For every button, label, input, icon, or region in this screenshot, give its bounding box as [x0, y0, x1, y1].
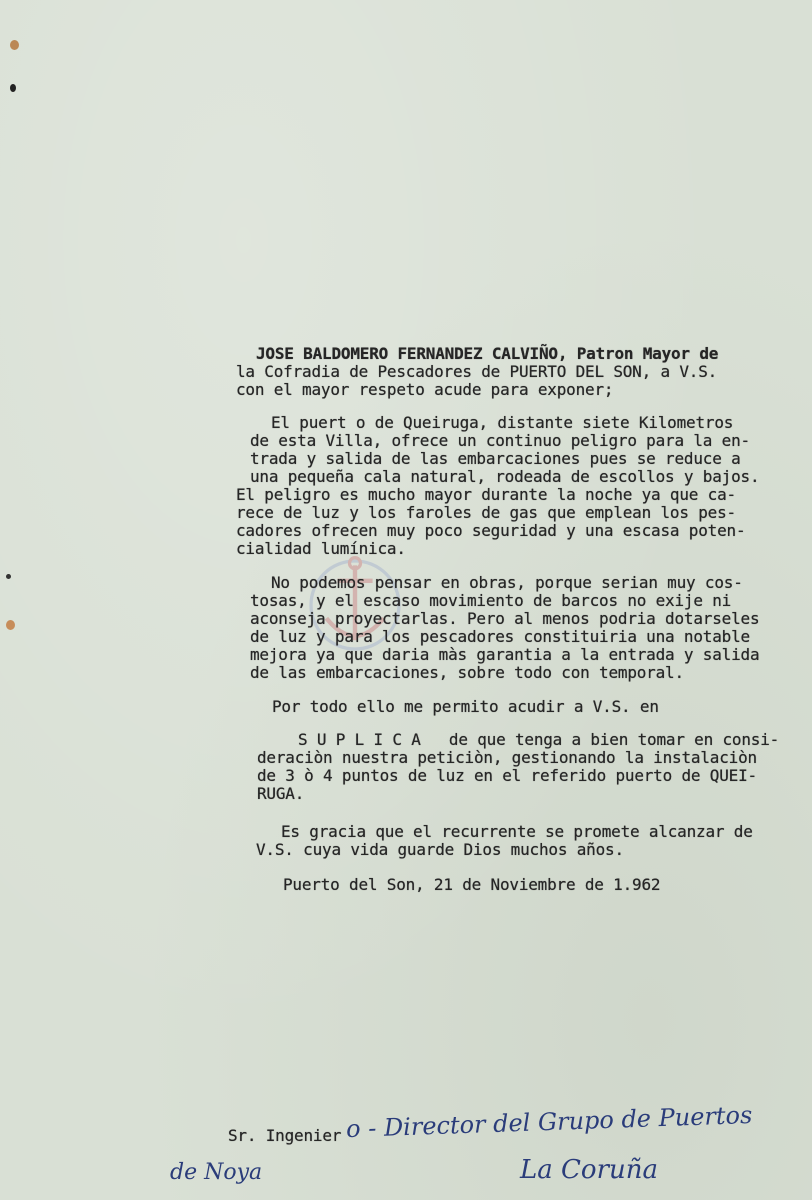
intro-line: JOSE BALDOMERO FERNANDEZ CALVIÑO, Patron Mayor de: [256, 344, 719, 363]
addressee-typed: Sr. Ingenier: [228, 1126, 342, 1145]
paragraph-line: deraciòn nuestra peticiòn, gestionando la instalaciòn: [257, 748, 757, 767]
paragraph-line: Por todo ello me permito acudir a V.S. en: [272, 697, 659, 716]
intro-line: con el mayor respeto acude para exponer;: [236, 380, 614, 399]
paragraph-line: No podemos pensar en obras, porque serian muy cos-: [271, 573, 743, 592]
ink-spot: [10, 84, 16, 92]
paragraph-line: de las embarcaciones, sobre todo con temporal.: [250, 663, 684, 682]
addressee-handwritten-city: La Coruña: [520, 1155, 658, 1185]
paragraph-line: mejora ya que daria màs garantia a la entrada y salida: [250, 645, 760, 664]
addressee-handwritten-place: de Noya: [170, 1160, 263, 1185]
paragraph-line: cialidad lumínica.: [236, 539, 406, 558]
paragraph-line: de luz y para los pescadores constituiria una notable: [250, 627, 750, 646]
paragraph-line: tosas, y el escaso movimiento de barcos no exije ni: [250, 591, 732, 610]
paragraph-line: Es gracia que el recurrente se promete alcanzar de: [281, 822, 753, 841]
paragraph-line: cadores ofrecen muy poco seguridad y una escasa poten-: [236, 521, 746, 540]
paragraph-line: una pequeña cala natural, rodeada de escollos y bajos.: [250, 467, 760, 486]
paragraph-line: rece de luz y los faroles de gas que emplean los pes-: [236, 503, 736, 522]
paragraph-line: RUGA.: [257, 784, 305, 803]
ink-spot: [6, 574, 11, 579]
paragraph-line: El puert o de Queiruga, distante siete Kilometros: [271, 413, 734, 432]
intro-line: la Cofradia de Pescadores de PUERTO DEL SON, a V.S.: [236, 362, 718, 381]
suplica-line: S U P L I C A de que tenga a bien tomar en consi-: [298, 730, 780, 749]
rust-stain: [10, 40, 19, 50]
paragraph-line: V.S. cuya vida guarde Dios muchos años.: [256, 840, 624, 859]
paragraph-line: El peligro es mucho mayor durante la noche ya que ca-: [236, 485, 736, 504]
rust-stain: [6, 620, 15, 630]
paragraph-line: aconseja proyectarlas. Pero al menos podria dotarseles: [250, 609, 760, 628]
paragraph-line: trada y salida de las embarcaciones pues se reduce a: [250, 449, 741, 468]
addressee-handwritten-line1: o - Director del Grupo de Puertos: [345, 1100, 753, 1144]
date-line: Puerto del Son, 21 de Noviembre de 1.962: [283, 875, 661, 894]
paragraph-line: de 3 ò 4 puntos de luz en el referido puerto de QUEI-: [257, 766, 757, 785]
paragraph-line: de esta Villa, ofrece un continuo peligro para la en-: [250, 431, 750, 450]
